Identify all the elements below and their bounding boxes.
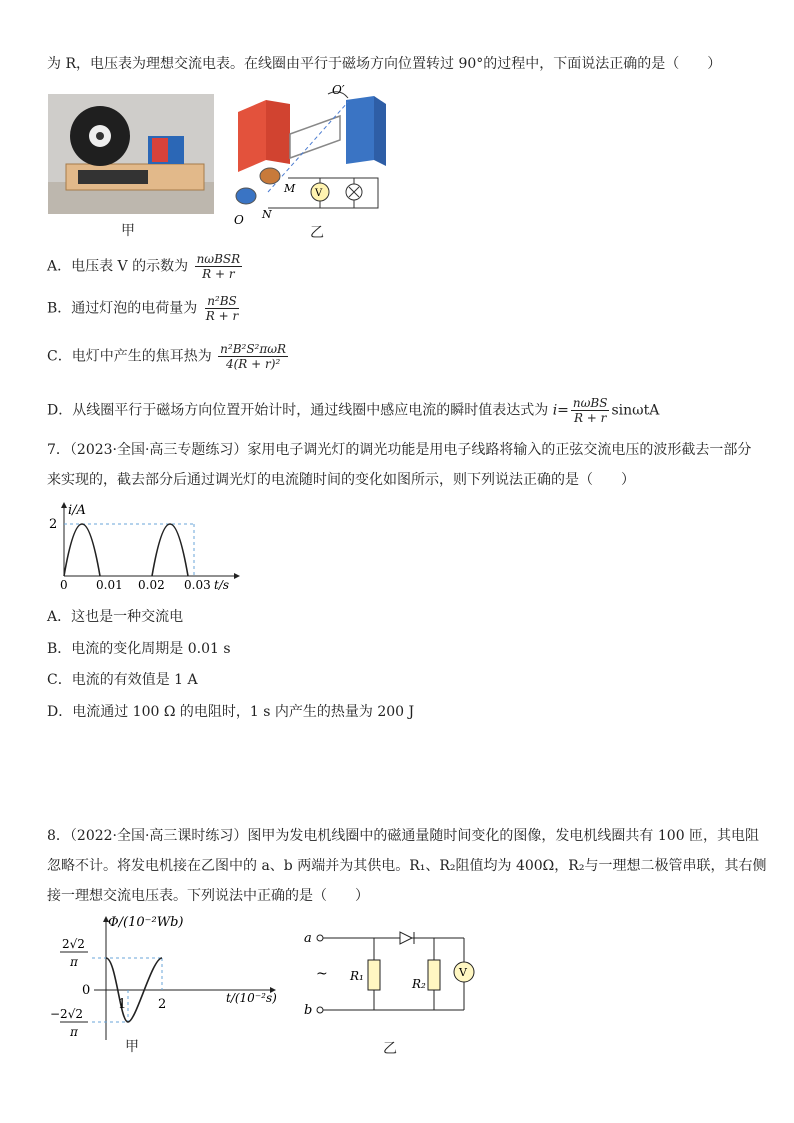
voltmeter-symbol: V (459, 966, 467, 979)
q6-option-b[interactable]: B．通过灯泡的电荷量为 $\frac{\text{n²BS}}{R + r}$ (47, 294, 239, 323)
q6-a-fraction: $\frac{\text{nωBSR}}{R + r}$ (196, 252, 241, 281)
y-axis-label: Φ/(10⁻²Wb) (108, 915, 184, 930)
r1-label: R₁ (350, 969, 364, 983)
q7-option-c[interactable]: C．电流的有效值是 1 A (47, 672, 198, 688)
x-tick-003: 0.03 (184, 578, 211, 592)
q8-fig-jia-label: 甲 (125, 1039, 139, 1055)
q8-fig-yi-label: 乙 (383, 1041, 397, 1057)
q6-option-d[interactable]: D．从线圈平行于磁场方向位置开始计时，通过线圈中感应电流的瞬时值表达式为 i= $\frac{\text{nωBS}}{R + r}$ sinωtA (47, 396, 660, 425)
ac-source-symbol: ~ (316, 966, 328, 982)
x-tick-001: 0.01 (96, 578, 123, 592)
y-tick-2: 2 (49, 517, 58, 532)
fig-yi-label: 乙 (310, 225, 324, 241)
rectifier-circuit (300, 924, 500, 1024)
generator-diagram (228, 82, 398, 230)
q6-intro: 为 R，电压表为理想交流电表。在线圈由平行于磁场方向位置转过 90°的过程中，下面说法正确的是（ ） (47, 56, 722, 72)
q8-stem-line1: 8．（2022·全国·高三课时练习）图甲为发电机线圈中的磁通量随时间变化的图像，发电机线圈共有 100 匝，其电阻 (47, 828, 760, 844)
q7-stem-line1: 7．（2023·全国·高三专题练习）家用电子调光灯的调光功能是用电子线路将输入的正弦交流电压的波形截去一部分 (47, 442, 752, 458)
q7-option-a[interactable]: A．这也是一种交流电 (47, 609, 184, 625)
q6-d-fraction: $\frac{\text{nωBS}}{R + r}$ (572, 396, 608, 425)
q7-stem-line2: 来实现的，截去部分后通过调光灯的电流随时间的变化如图所示，则下列说法正确的是（ ） (47, 472, 635, 488)
x-axis-label: t/s (214, 578, 230, 592)
q8-stem-line3: 接一理想交流电压表。下列说法中正确的是（ ） (47, 888, 369, 904)
axis-label-Oprime: O′ (332, 83, 345, 97)
y-tick-pos-den: π (70, 955, 78, 969)
x-tick-1: 1 (118, 997, 127, 1012)
voltmeter-symbol: V (315, 188, 323, 199)
terminal-a: a (304, 931, 312, 946)
y-tick-neg-den: π (70, 1025, 78, 1039)
q7-option-b[interactable]: B．电流的变化周期是 0.01 s (47, 641, 231, 657)
y-axis-label: i/A (68, 503, 86, 518)
q6-option-c[interactable]: C．电灯中产生的焦耳热为 $\frac{\text{n²B²S²πωR}}{\text{4(R + r)²}}$ (47, 342, 287, 371)
y-tick-pos: 2√2 (62, 937, 85, 951)
brush-label-N: N (262, 208, 272, 221)
q6-option-a[interactable]: A．电压表 V 的示数为 $\frac{\text{nωBSR}}{R + r}$ (47, 252, 241, 281)
x-tick-0: 0 (60, 578, 68, 592)
q8-stem-line2: 忽略不计。将发电机接在乙图中的 a、b 两端并为其供电。R₁、R₂阻值均为 400Ω，R₂与一理想二极管串联，其右侧 (47, 858, 767, 874)
axis-label-O: O (234, 213, 244, 227)
apparatus-photo (48, 94, 214, 214)
flux-graph (44, 912, 284, 1052)
r2-label: R₂ (412, 977, 426, 991)
current-graph (44, 500, 244, 592)
x-tick-2: 2 (158, 997, 167, 1012)
x-tick-0: 0 (82, 983, 91, 998)
x-axis-label: t/(10⁻²s) (226, 991, 277, 1005)
q6-c-fraction: $\frac{\text{n²B²S²πωR}}{\text{4(R + r)²}}$ (220, 342, 287, 371)
brush-label-M: M (284, 182, 296, 195)
fig-jia-label: 甲 (121, 223, 135, 239)
x-tick-002: 0.02 (138, 578, 165, 592)
terminal-b: b (304, 1003, 313, 1018)
q6-b-fraction: $\frac{\text{n²BS}}{R + r}$ (205, 294, 239, 323)
y-tick-neg: −2√2 (50, 1007, 83, 1021)
q7-option-d[interactable]: D．电流通过 100 Ω 的电阻时，1 s 内产生的热量为 200 J (47, 704, 415, 720)
